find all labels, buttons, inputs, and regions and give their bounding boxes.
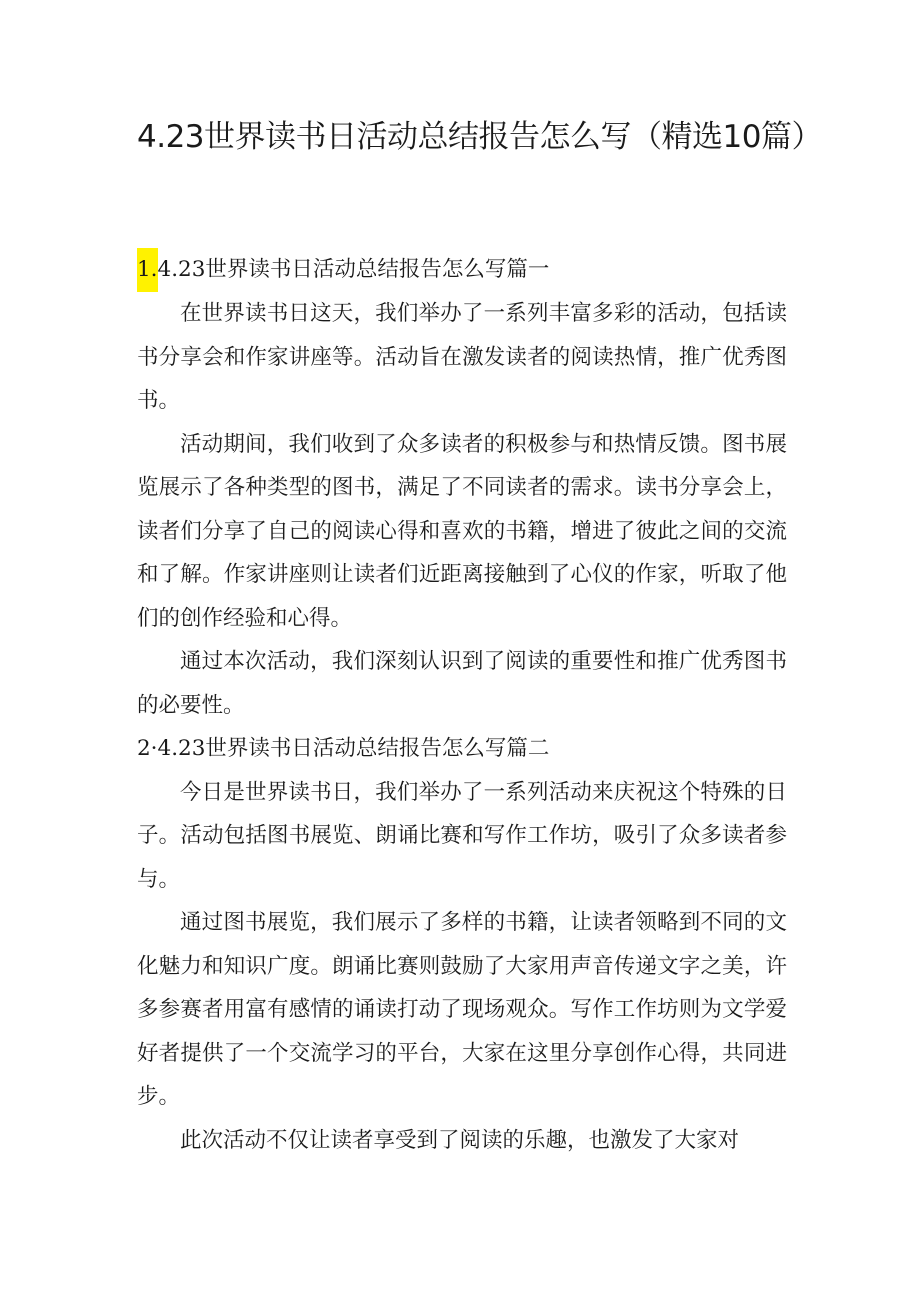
paragraph: 通过图书展览，我们展示了多样的书籍，让读者领略到不同的文化魅力和知识广度。朗诵比赛则鼓励了大家用声音传递文字之美，许多参赛者用富有感情的诵读打动了现场观众。写作工作坊则为文学爱好者提供了一个交流学习的平台，大家在这里分享创作心得，共同进步。	[137, 910, 787, 1109]
section-heading-1	[137, 248, 787, 292]
paragraph: 此次活动不仅让读者享受到了阅读的乐趣，也激发了大家对	[180, 1127, 740, 1153]
paragraph: 今日是世界读书日，我们举办了一系列活动来庆祝这个特殊的日子。活动包括图书展览、朗诵比赛和写作工作坊，吸引了众多读者参与。	[137, 779, 787, 892]
document-body	[137, 248, 787, 1162]
paragraph: 活动期间，我们收到了众多读者的积极参与和热情反馈。图书展览展示了各种类型的图书，满足了不同读者的需求。读书分享会上，读者们分享了自己的阅读心得和喜欢的书籍，增进了彼此之间的交流和了解。作家讲座则让读者们近距离接触到了心仪的作家，听取了他们的创作经验和心得。	[137, 431, 787, 631]
paragraph: 通过本次活动，我们深刻认识到了阅读的重要性和推广优秀图书的必要性。	[137, 649, 787, 718]
section-heading-text: 4.23世界读书日活动总结报告怎么写篇一	[157, 257, 550, 282]
paragraph: 在世界读书日这天，我们举办了一系列丰富多彩的活动，包括读书分享会和作家讲座等。活动旨在激发读者的阅读热情，推广优秀图书。	[137, 301, 787, 413]
highlighted-section-number: 1.	[137, 248, 158, 292]
document-title: 4.23世界读书日活动总结报告怎么写（精选10篇）	[137, 119, 822, 155]
section-heading-2: 2·4.23世界读书日活动总结报告怎么写篇二	[137, 736, 550, 761]
